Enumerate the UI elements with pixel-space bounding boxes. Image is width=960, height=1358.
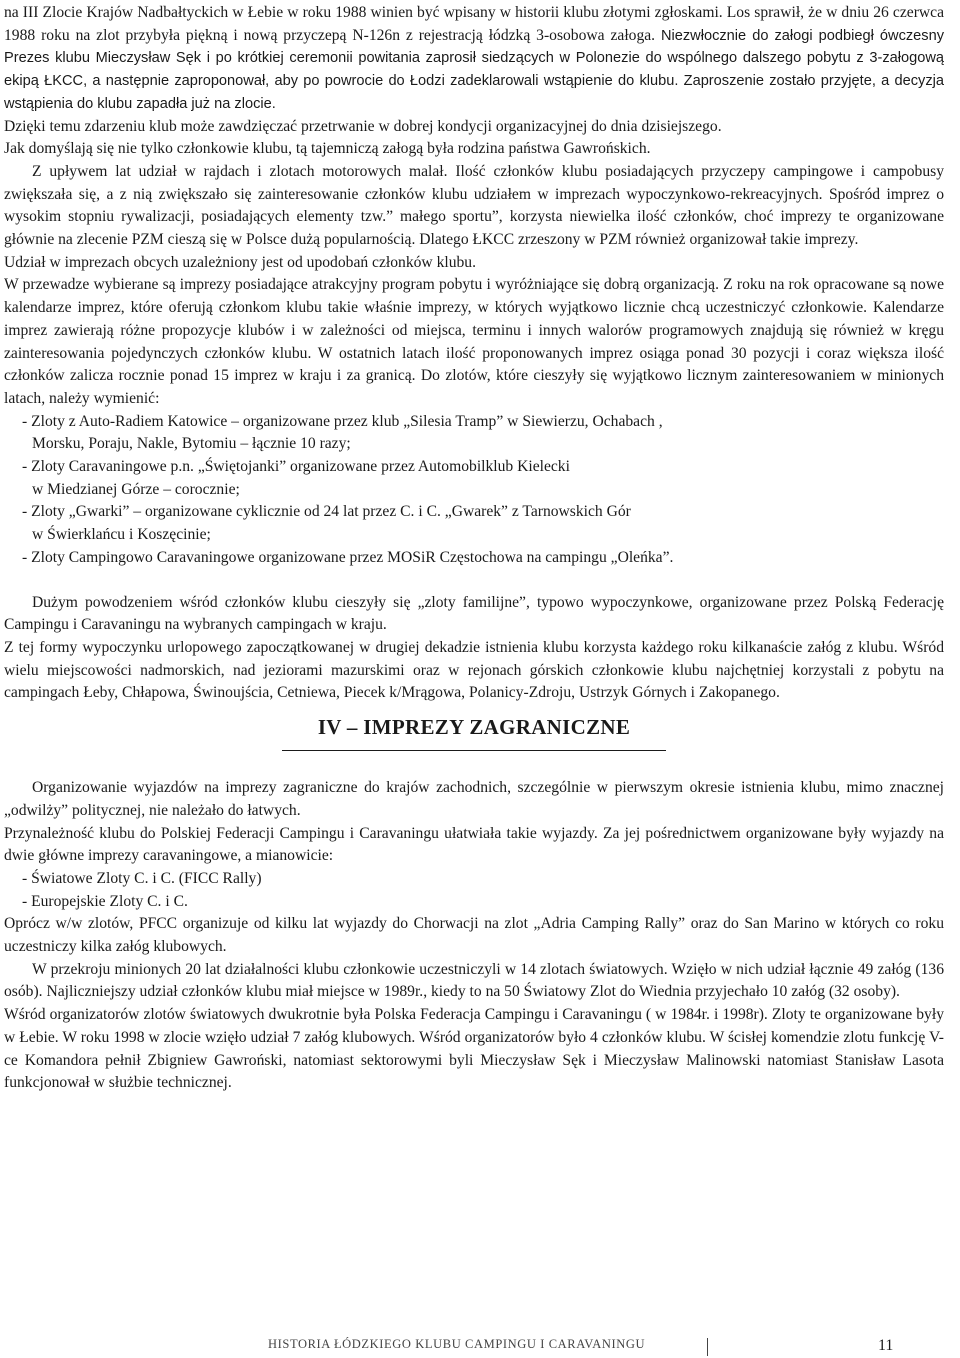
footer-divider <box>707 1338 708 1356</box>
list-item <box>4 456 944 501</box>
section-3-text <box>4 2 944 705</box>
paragraph: Wśród organizatorów zlotów światowych dwukrotnie była Polska Federacja Campingu i Caravaningu ( w 1984r. i 1998r). Zloty te organizowane były w Łebie. W roku 1998 w zlocie wzięło udział 7 załóg klubowych. Wśród organizatorów było 4 członków klubu. W ścisłej komendzie zlotu funkcję V-ce Komandora pełnił Zbigniew Gawroński, natomiast sektorowymi byli Mieczysław Sęk i Mieczysław Malinowski natomiast Stanisław Lasota funkcjonował w służbie technicznej. <box>4 1006 944 1092</box>
paragraph: W przewadze wybierane są imprezy posiadające atrakcyjny program pobytu i wyróżniające się dobrą organizacją. Z roku na rok opracowane są nowe kalendarze imprez, które oferują członkom klubu takie właśnie imprezy, w których wyjątkowo licznie chcą uczestniczyć członkowie. Kalendarze imprez zawierają różne propozycje klubów i w zależności od miejsca, terminu i innych walorów programowych znajdują się również w kręgu zainteresowania pojedynczych członków klubu. W ostatnich latach ilość proponowanych imprez osiąga ponad 30 pozycji i coraz większa ilość członków zalicza rocznie ponad 15 imprez w kraju i za granicą. Do zlotów, które cieszyły się wyjątkowo licznym zainteresowaniem w minionych latach, należy wymienić: <box>4 276 944 407</box>
paragraph: Przynależność klubu do Polskiej Federacji Campingu i Caravaningu ułatwiała takie wyjazdy. Za jej pośrednictwem organizowane były wyjazdy na dwie główne imprezy caravaningowe, a mianowicie: <box>4 824 944 865</box>
list-item-line: - Zloty z Auto-Radiem Katowice – organizowane przez klub „Silesia Tramp” w Siewierzu, Ochabach , <box>22 412 663 430</box>
section-4-text <box>4 777 944 1095</box>
paragraph: Jak domyślają się nie tylko członkowie klubu, tą tajemniczą załogą była rodzina państwa Gawrońskich. <box>4 140 651 158</box>
footer-title: HISTORIA ŁÓDZKIEGO KLUBU CAMPINGU I CARAVANINGU <box>268 1337 646 1351</box>
document-page <box>4 2 944 1095</box>
list-item <box>4 411 944 456</box>
section-heading: IV – IMPREZY ZAGRANICZNE <box>317 715 631 740</box>
paragraph: Z upływem lat udział w rajdach i zlotach motorowych malał. Ilość członków klubu posiadających przyczepy campingowe i campobusy zwiększała się, a z nią zwiększało się zainteresowanie członków klubu udziałem w imprezach wypoczynkowo-rekreacyjnych. Spośród imprez o wysokim stopniu rywalizacji, posiadających elementy tzw.” małego sportu”, korzysta niewielka ilość członków, choć imprezy te organizowane głównie na zlecenie PZM cieszą się w Polsce dużą popularnością. Dlatego ŁKCC zrzeszony w PZM również organizował takie imprezy. <box>4 162 944 249</box>
paragraph <box>4 2 944 116</box>
paragraph: Dzięki temu zdarzeniu klub może zawdzięczać przetrwanie w dobrej kondycji organizacyjnej do dnia dzisiejszego. <box>4 117 722 135</box>
spacer <box>4 570 944 592</box>
paragraph: Organizowanie wyjazdów na imprezy zagraniczne do krajów zachodnich, szczególnie w pierwszym okresie istnienia klubu, mimo znacznej „odwilży” politycznej, nie należało do łatwych. <box>4 779 944 819</box>
list-item <box>4 547 944 570</box>
paragraph: Udział w imprezach obcych uzależniony jest od upodobań członków klubu. <box>4 253 477 271</box>
heading-underline <box>282 750 666 751</box>
page-footer <box>0 1334 960 1358</box>
paragraph-text: na III Zlocie Krajów Nadbałtyckich w Łebie w roku 1988 winien być wpisany w historii klubu złotymi zgłoskami. Los sprawił, że w dniu 26 czerwca 1988 roku na zlot przybyła piękną i nową przyczepą N-126n z rejestracją łódzką 3-osobowa załoga. <box>4 4 944 44</box>
paragraph: Z tej formy wypoczynku urlopowego zapoczątkowanej w drugiej dekadzie istnienia klubu korzysta każdego roku kilkanaście załóg z klubu. Wśród wielu miejscowości nadmorskich, nad jeziorami mazurskimi oraz w rejonach górskich członkowie klubu najchętniej korzystali z pobytu na campingach Łeby, Chłapowa, Świnoujścia, Cetniewa, Piecek k/Mrągowa, Polanicy-Zdroju, Ustrzyk Górnych i Zakopanego. <box>4 638 944 702</box>
list-item: - Europejskie Zloty C. i C. <box>22 892 188 910</box>
list-item-line: - Zloty Caravaningowe p.n. „Świętojanki” organizowane przez Automobilklub Kielecki <box>22 458 570 476</box>
list-item: - Światowe Zloty C. i C. (FICC Rally) <box>22 869 262 887</box>
rally-type-list <box>4 868 944 913</box>
list-item-line: - Zloty „Gwarki” – organizowane cyklicznie od 24 lat przez C. i C. „Gwarek” z Tarnowskich Gór <box>22 503 631 521</box>
list-item-line: - Zloty Campingowo Caravaningowe organizowane przez MOSiR Częstochowa na campingu „Oleńka”. <box>22 548 674 566</box>
list-item <box>4 501 944 546</box>
list-item-line: w Świerklańcu i Koszęcinie; <box>32 526 211 544</box>
page-number: 11 <box>878 1337 894 1354</box>
paragraph: W przekroju minionych 20 lat działalności klubu członkowie uczestniczyli w 14 zlotach światowych. Wzięło w nich udział łącznie 49 załóg (136 osób). Najliczniejszy udział członków klubu miał miejsce w 1989r., kiedy to na 50 Światowy Zlot do Wiednia przyjechało 10 załóg (32 osoby). <box>4 960 944 1001</box>
paragraph: Dużym powodzeniem wśród członków klubu cieszyły się „zloty familijne”, typowo wypoczynkowe, organizowane przez Polską Federację Campingu i Caravaningu na wybranych campingach w kraju. <box>4 593 944 634</box>
paragraph: Oprócz w/w zlotów, PFCC organizuje od kilku lat wyjazdy do Chorwacji na zlot „Adria Camping Rally” oraz do San Marino w których co roku uczestniczy kilka załóg klubowych. <box>4 915 944 956</box>
list-item-line: Morsku, Poraju, Nakle, Bytomiu – łącznie 10 razy; <box>32 435 351 453</box>
list-item-line: w Miedzianej Górze – corocznie; <box>32 480 240 498</box>
paragraph-text-sans: Niezwłocznie do załogi podbiegł ówczesny Prezes klubu Mieczysław Sęk i po krótkiej ceremonii powitania zaprosił siedzących w Polonezie do wspólnego dalszego pobytu z 3-załogową ekipą ŁKCC, a następnie zaproponował, aby po powrocie do Łodzi zadeklarowali wstąpienie do klubu. Zaproszenie zostało przyjęte, a decyzja wstąpienia do klubu zapadła już na zlocie. <box>4 27 944 112</box>
rally-list <box>4 411 944 570</box>
